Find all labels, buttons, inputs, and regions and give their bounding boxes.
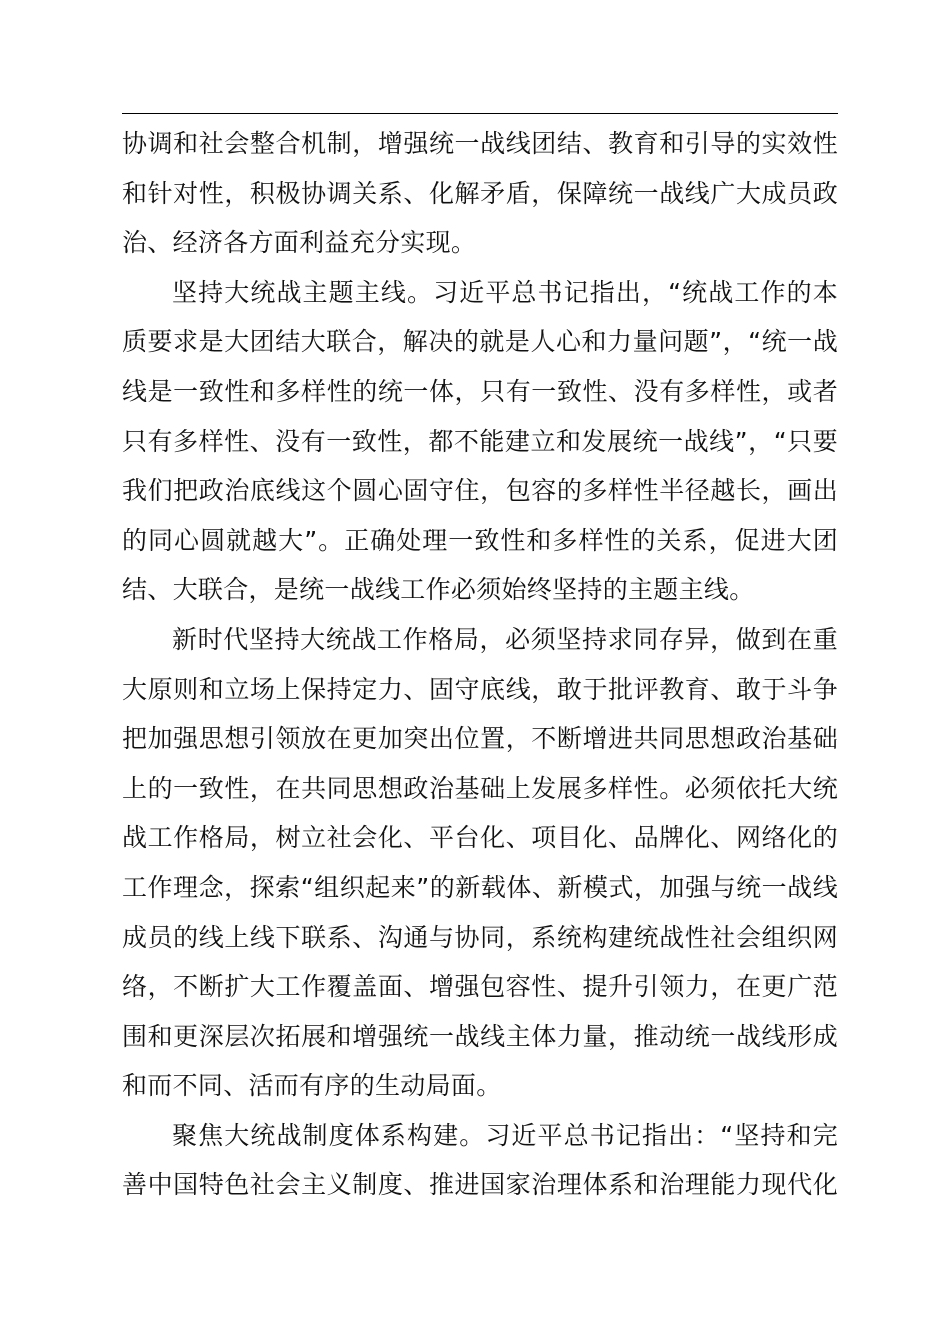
- paragraph-3-line-7: 成员的线上线下联系、沟通与协同，系统构建统战性社会组织网: [122, 922, 838, 952]
- paragraph-3-line-1: 新时代坚持大统战工作格局，必须坚持求同存异，做到在重: [172, 624, 838, 654]
- paragraph-3-line-4: 上的一致性，在共同思想政治基础上发展多样性。必须依托大统: [122, 773, 838, 803]
- paragraph-3-line-5: 战工作格局，树立社会化、平台化、项目化、品牌化、网络化的: [122, 823, 838, 853]
- paragraph-4-line-2: 善中国特色社会主义制度、推进国家治理体系和治理能力现代化: [122, 1170, 838, 1200]
- paragraph-1: [122, 119, 838, 268]
- paragraph-3-line-3: 把加强思想引领放在更加突出位置，不断增进共同思想政治基础: [122, 724, 838, 754]
- paragraph-4-line-1: 聚焦大统战制度体系构建。习近平总书记指出：“坚持和完: [172, 1120, 838, 1150]
- paragraph-4: [122, 1111, 838, 1210]
- paragraph-1-line-2: 和针对性，积极协调关系、化解矛盾，保障统一战线广大成员政: [122, 178, 838, 208]
- paragraph-3: [122, 615, 838, 1111]
- paragraph-2-line-7: 结、大联合，是统一战线工作必须始终坚持的主题主线。: [122, 575, 755, 605]
- paragraph-2-line-4: 只有多样性、没有一致性，都不能建立和发展统一战线”，“只要: [122, 426, 838, 456]
- header-rule: [122, 113, 838, 114]
- paragraph-3-line-10: 和而不同、活而有序的生动局面。: [122, 1071, 502, 1101]
- paragraph-3-line-6: 工作理念，探索“组织起来”的新载体、新模式，加强与统一战线: [122, 872, 838, 902]
- paragraph-3-line-8: 络，不断扩大工作覆盖面、增强包容性、提升引领力，在更广范: [122, 972, 838, 1002]
- paragraph-3-line-9: 围和更深层次拓展和增强统一战线主体力量，推动统一战线形成: [122, 1021, 838, 1051]
- paragraph-2-line-1: 坚持大统战主题主线。习近平总书记指出，“统战工作的本: [172, 277, 838, 307]
- paragraph-2-line-5: 我们把政治底线这个圆心固守住，包容的多样性半径越长，画出: [122, 476, 838, 506]
- paragraph-3-line-2: 大原则和立场上保持定力、固守底线，敢于批评教育、敢于斗争: [122, 674, 838, 704]
- paragraph-2-line-2: 质要求是大团结大联合，解决的就是人心和力量问题”，“统一战: [122, 327, 838, 357]
- paragraph-2-line-6: 的同心圆就越大”。正确处理一致性和多样性的关系，促进大团: [122, 525, 838, 555]
- paragraph-1-line-3: 治、经济各方面利益充分实现。: [122, 228, 477, 258]
- paragraph-1-line-1: 协调和社会整合机制，增强统一战线团结、教育和引导的实效性: [122, 129, 838, 158]
- paragraph-2-line-3: 线是一致性和多样性的统一体，只有一致性、没有多样性，或者: [122, 376, 838, 406]
- paragraph-2: [122, 268, 838, 615]
- document-body: [122, 119, 838, 1210]
